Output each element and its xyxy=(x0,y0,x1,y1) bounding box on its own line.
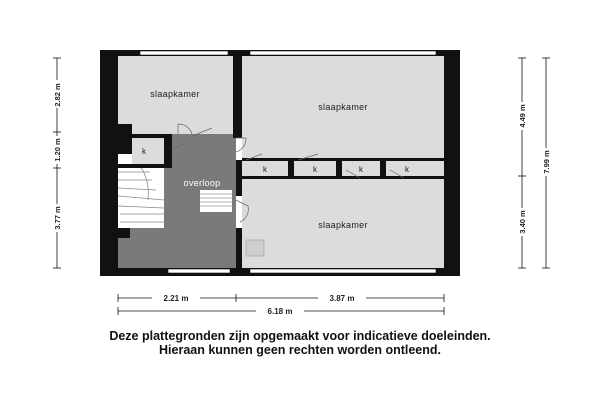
disclaimer-line-2: Hieraan kunnen geen rechten worden ontleend. xyxy=(159,343,441,357)
closet-left-floor xyxy=(132,138,164,164)
label-slaapkamer-top-right: slaapkamer xyxy=(318,102,368,112)
label-closet-1: k xyxy=(263,165,267,174)
label-closet-2: k xyxy=(313,165,317,174)
dim-bottom-left: 2.21 m xyxy=(163,294,189,303)
dim-left-mid: 1.20 m xyxy=(53,138,62,162)
dim-bottom-right: 3.87 m xyxy=(329,294,355,303)
dim-right-top: 4.49 m xyxy=(518,104,527,128)
stair-landing xyxy=(200,190,232,212)
dim-bottom-total: 6.18 m xyxy=(267,307,293,316)
label-closet-left: k xyxy=(142,147,146,156)
label-slaapkamer-top-left: slaapkamer xyxy=(150,89,200,99)
dim-right-total: 7.99 m xyxy=(542,150,551,174)
label-closet-4: k xyxy=(405,165,409,174)
dim-left-bottom: 3.77 m xyxy=(53,206,62,230)
hallway-lower-floor xyxy=(118,228,236,268)
closet-row-floor xyxy=(242,160,444,178)
fixture xyxy=(246,240,264,256)
label-closet-3: k xyxy=(359,165,363,174)
disclaimer-line-1: Deze plattegronden zijn opgemaakt voor indicatieve doeleinden. xyxy=(109,329,491,343)
label-overloop: overloop xyxy=(183,178,221,188)
label-slaapkamer-bottom-right: slaapkamer xyxy=(318,220,368,230)
dim-right-bottom: 3.40 m xyxy=(518,210,527,234)
dim-left-top: 2.82 m xyxy=(53,83,62,107)
